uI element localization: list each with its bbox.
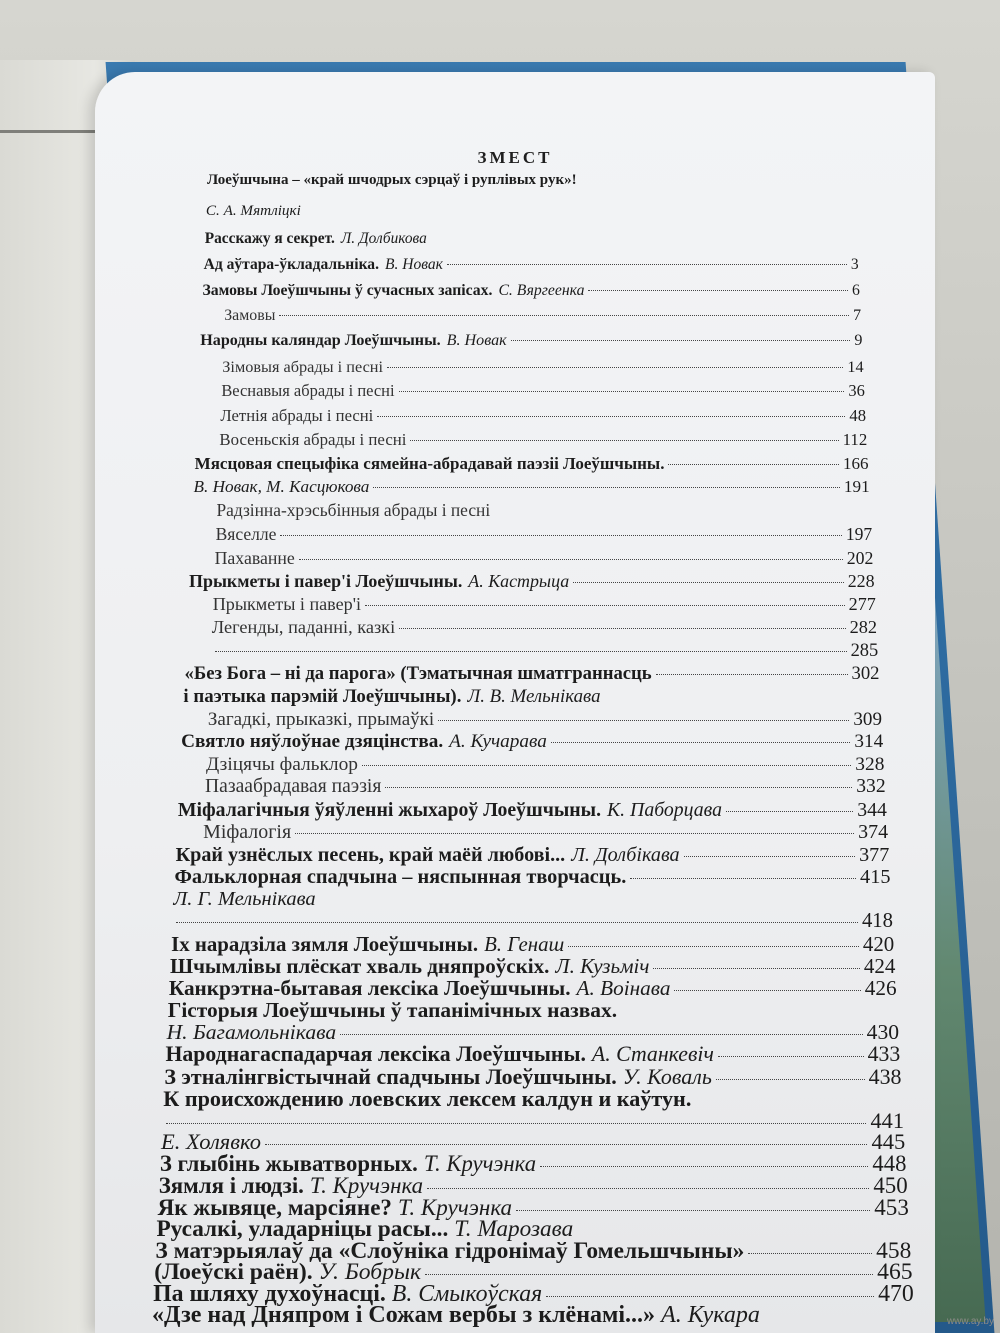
toc-entry-leader xyxy=(166,1123,866,1124)
toc-entry-leader xyxy=(340,1034,862,1035)
toc-entry-title: (Лоеўскі раён). xyxy=(154,1259,313,1286)
toc-entry-leader xyxy=(684,856,855,857)
toc-entry xyxy=(178,799,887,822)
toc-entry-title: Міфалагічныя ўяўленні жыхароў Лоеўшчыны. xyxy=(177,798,602,821)
toc-entry-page: 438 xyxy=(868,1064,902,1090)
toc-list xyxy=(95,72,935,1333)
toc-entry-author: Т. Марозава xyxy=(454,1215,574,1242)
toc-entry-title: Вяселле xyxy=(215,524,277,545)
toc-entry-page: 228 xyxy=(847,571,875,592)
toc-entry-leader xyxy=(438,720,849,721)
toc-entry-title: Летнія абрады і песні xyxy=(220,405,374,425)
toc-entry-leader xyxy=(674,990,860,991)
toc-entry-author: С. А. Мятліцкі xyxy=(205,202,301,220)
toc-entry-title: Па шляху духоўнасці. xyxy=(153,1280,386,1307)
toc-entry xyxy=(219,430,867,450)
toc-entry-leader xyxy=(540,1166,868,1167)
toc-entry xyxy=(224,307,861,325)
toc-entry-title: Прыкметы і павер'і xyxy=(212,594,362,615)
toc-entry-page: 374 xyxy=(858,821,889,844)
toc-entry xyxy=(217,501,871,521)
toc-entry-title: Легенды, паданні, казкі xyxy=(211,617,396,638)
toc-entry-leader xyxy=(280,535,841,536)
toc-entry-leader xyxy=(568,946,859,947)
toc-entry-page: 418 xyxy=(861,910,893,933)
toc-entry-title: К происхождению лоевских лексем калдун и каўтун. xyxy=(163,1085,692,1111)
toc-entry-page: 302 xyxy=(851,663,880,685)
toc-entry-leader xyxy=(516,1210,870,1211)
toc-entry-page: 465 xyxy=(877,1259,913,1286)
toc-entry xyxy=(181,731,883,753)
toc-title: ЗМЕСТ xyxy=(477,148,553,167)
toc-entry-leader xyxy=(630,878,856,879)
toc-entry-author: А. Кукара xyxy=(661,1302,760,1328)
toc-entry-page: 36 xyxy=(848,381,865,401)
toc-entry-title: «Без Бога – ні да парога» (Тэматычная шматграннасць xyxy=(184,663,652,685)
toc-entry-title: Дзіцячы фальклор xyxy=(205,753,358,775)
toc-entry-title: Іх нарадзіла зямля Лоеўшчыны. xyxy=(171,932,479,957)
toc-entry-page: 450 xyxy=(873,1172,908,1198)
toc-entry-author: С. Вяргеенка xyxy=(498,281,585,299)
toc-entry-page: 14 xyxy=(847,356,864,376)
toc-entry xyxy=(222,357,863,377)
toc-entry-author: Т. Кручэнка xyxy=(423,1151,537,1177)
toc-entry-page: 448 xyxy=(872,1151,907,1177)
toc-entry-title: «Дзе над Дняпром і Сожам вербы з клёнамі...» xyxy=(152,1302,656,1328)
toc-entry xyxy=(152,1302,915,1329)
toc-entry-title: З глыбінь жыватворных. xyxy=(159,1151,418,1177)
toc-entry xyxy=(195,454,869,474)
toc-entry-page: 377 xyxy=(859,843,890,866)
toc-entry xyxy=(221,381,864,401)
toc-entry-leader xyxy=(365,605,845,606)
toc-entry-author: В. Генаш xyxy=(484,932,565,957)
toc-entry-leader xyxy=(399,391,845,392)
toc-entry-leader xyxy=(551,742,851,743)
toc-entry-title: Як жывяце, марсіяне? xyxy=(157,1194,392,1221)
toc-entry-leader xyxy=(447,264,847,265)
toc-entry-page: 191 xyxy=(843,477,870,497)
toc-entry-title: Восеньскія абрады і песні xyxy=(219,429,407,449)
toc-entry-author: Л. Кузьміч xyxy=(555,954,650,979)
toc-entry-leader xyxy=(573,582,843,583)
toc-entry-page: 344 xyxy=(857,798,887,821)
toc-entry-title: Міфалогія xyxy=(203,821,292,844)
toc-entry xyxy=(172,910,893,933)
toc-entry xyxy=(208,709,882,731)
toc-entry xyxy=(189,571,875,592)
toc-entry xyxy=(205,776,886,798)
toc-entry-page: 48 xyxy=(849,405,867,425)
toc-entry-leader xyxy=(653,968,859,969)
toc-entry-author: А. Кастрыца xyxy=(468,571,570,592)
toc-entry-author: У. Бобрык xyxy=(318,1259,422,1286)
toc-entry-author: Л. Долбикова xyxy=(340,229,427,247)
toc-entry-leader xyxy=(716,1079,865,1080)
watermark: www.ay.by xyxy=(946,1316,994,1327)
toc-entry-leader xyxy=(546,1296,874,1297)
toc-entry-page: 112 xyxy=(842,429,868,449)
toc-entry-title: З этналінгвістычнай спадчыны Лоеўшчыны. xyxy=(164,1064,617,1090)
toc-entry-title: Канкрэтна-бытавая лексіка Лоеўшчыны. xyxy=(168,976,571,1001)
toc-entry-leader xyxy=(656,674,848,675)
toc-entry xyxy=(211,640,879,661)
toc-entry-page: 9 xyxy=(854,332,863,350)
toc-entry-page: 285 xyxy=(850,640,879,661)
toc-entry-title: Мясцовая спецыфіка сямейна-абрадавай паэзіі Лоеўшчыны. xyxy=(194,453,665,473)
toc-entry-page: 197 xyxy=(845,524,873,545)
toc-entry-page: 277 xyxy=(848,594,876,615)
toc-entry-page: 424 xyxy=(863,954,896,979)
toc-entry xyxy=(203,282,860,300)
toc-entry-author: Л. В. Мельнікава xyxy=(467,685,601,707)
toc-entry-page: 7 xyxy=(853,307,862,325)
toc-entry-author: Е. Холявко xyxy=(160,1129,261,1155)
toc-entry-leader xyxy=(385,787,852,788)
toc-entry xyxy=(176,844,890,867)
toc-entry xyxy=(206,754,884,776)
toc-entry-leader xyxy=(176,922,858,923)
toc-entry-leader xyxy=(399,628,845,629)
toc-entry-author: Л. Долбікава xyxy=(571,843,680,866)
toc-entry-author: В. Новак xyxy=(446,332,507,350)
toc-entry-title: Замовы Лоеўшчыны ў сучасных запісах. xyxy=(202,281,493,299)
toc-entry-leader xyxy=(425,1274,873,1275)
toc-entry-title: Замовы xyxy=(224,307,276,325)
toc-entry-page: 433 xyxy=(867,1042,901,1067)
toc-entry-page: 332 xyxy=(856,776,886,798)
toc-entry-title: Шчымлівы плёскат хваль дняпроўскіх. xyxy=(169,954,550,979)
toc-entry-title: Пазаабрадавая паэзія xyxy=(205,776,382,798)
toc-entry xyxy=(185,663,880,685)
toc-entry xyxy=(174,866,890,889)
toc-entry-page: 6 xyxy=(852,281,860,299)
toc-entry-page: 420 xyxy=(862,932,895,957)
toc-entry xyxy=(207,172,855,189)
toc-entry-leader xyxy=(215,651,847,652)
toc-entry xyxy=(212,617,877,638)
toc-entry-title: Лоеўшчына – «край шчодрых сэрцаў і руплівых рук»! xyxy=(207,172,577,188)
toc-entry-author: Л. Г. Мельнікава xyxy=(173,888,316,910)
toc-entry xyxy=(205,230,858,248)
toc-entry-author: В. Новак, М. Касцюкова xyxy=(193,477,370,497)
toc-entry-title: Прыкметы і павер'і Лоеўшчыны. xyxy=(189,571,463,592)
toc-entry-page: 415 xyxy=(860,865,891,888)
toc-entry-page: 426 xyxy=(864,976,897,1001)
toc-entry-author: А. Станкевіч xyxy=(591,1042,714,1067)
toc-entry-page: 309 xyxy=(853,708,882,730)
toc-entry-title: Народнагаспадарчая лексіка Лоеўшчыны. xyxy=(165,1042,586,1067)
toc-entry-leader xyxy=(748,1253,872,1254)
toc-entry-title: Веснавыя абрады і песні xyxy=(221,381,395,401)
toc-entry xyxy=(213,594,876,615)
toc-entry-page: 166 xyxy=(842,453,869,473)
toc-entry-leader xyxy=(726,811,853,812)
toc-entry-page: 314 xyxy=(854,731,884,753)
book-page xyxy=(95,72,935,1333)
toc-entry-page: 458 xyxy=(876,1237,912,1264)
toc-entry xyxy=(194,477,870,497)
toc-entry-leader xyxy=(588,290,848,291)
toc-entry-leader xyxy=(511,340,851,341)
toc-entry-title: Зімовыя абрады і песні xyxy=(222,356,384,376)
toc-entry-leader xyxy=(279,315,849,316)
toc-entry-author: А. Воінава xyxy=(576,976,671,1001)
toc-entry-page: 430 xyxy=(866,1020,900,1045)
toc-entry-author: Т. Кручэнка xyxy=(309,1172,424,1198)
toc-entry-leader xyxy=(718,1056,864,1057)
toc-entry-leader xyxy=(373,487,840,488)
toc-entry xyxy=(206,202,856,220)
toc-entry-leader xyxy=(299,559,843,560)
toc-entry-page: 282 xyxy=(849,617,878,638)
toc-entry xyxy=(200,332,862,350)
toc-entry xyxy=(204,256,859,274)
toc-entry-title: Радзінна-хрэсьбінныя абрады і песні xyxy=(216,500,491,520)
toc-entry-author: Т. Кручэнка xyxy=(397,1194,513,1221)
toc-entry-leader xyxy=(362,765,851,766)
toc-entry-author: Н. Багамольнікава xyxy=(166,1020,337,1045)
toc-entry-page: 470 xyxy=(878,1280,914,1307)
toc-entry-page: 441 xyxy=(870,1107,904,1133)
toc-entry xyxy=(183,686,880,708)
toc-entry-leader xyxy=(265,1144,867,1145)
toc-entry-leader xyxy=(410,440,838,441)
toc-entry xyxy=(216,524,873,545)
toc-entry-author: К. Паборцава xyxy=(607,798,722,821)
toc-entry-page: 453 xyxy=(874,1194,909,1221)
toc-entry-title: Фальклорная спадчына – няспынная творчасць. xyxy=(174,865,627,888)
toc-entry-title: і паэтыка парэмій Лоеўшчыны). xyxy=(183,685,462,707)
toc-entry-title: Святло няўлоўнае дзяцінства. xyxy=(181,731,444,753)
toc-entry xyxy=(173,888,891,911)
toc-entry-leader xyxy=(295,833,854,834)
toc-entry-page: 328 xyxy=(855,753,885,775)
toc-entry-page: 445 xyxy=(871,1129,906,1155)
toc-entry-leader xyxy=(377,416,845,417)
toc-entry-author: А. Кучарава xyxy=(449,731,547,753)
toc-entry-author: У. Коваль xyxy=(622,1064,712,1090)
toc-entry-leader xyxy=(387,367,843,368)
toc-entry xyxy=(215,548,874,569)
toc-entry-title: Расскажу я секрет. xyxy=(204,229,335,247)
toc-entry-title: Пахаванне xyxy=(214,547,295,568)
toc-entry-leader xyxy=(427,1188,869,1189)
toc-entry-title: Зямля і людзі. xyxy=(158,1172,304,1198)
toc-entry-author: В. Новак xyxy=(384,256,443,274)
toc-entry xyxy=(203,821,888,844)
toc-entry-title: Край узнёслых песень, край маёй любові... xyxy=(175,843,566,866)
toc-entry-page: 3 xyxy=(850,256,859,274)
toc-entry-title: Русалкі, уладарніцы расы... xyxy=(156,1215,449,1242)
toc-entry-page: 202 xyxy=(846,547,874,568)
toc-entry-title: Ад аўтара-ўкладальніка. xyxy=(203,256,379,274)
toc-entry-title: З матэрыялаў да «Слоўніка гідронімаў Гомельшчыны» xyxy=(155,1237,745,1264)
toc-entry-title: Народны каляндар Лоеўшчыны. xyxy=(200,332,441,350)
toc-entry-leader xyxy=(668,464,838,465)
toc-entry xyxy=(220,406,866,426)
toc-entry-title: Загадкі, прыказкі, прымаўкі xyxy=(207,708,435,730)
toc-entry-title: Гісторыя Лоеўшчыны ў тапанімічных назвах. xyxy=(167,998,618,1023)
toc-entry-author: В. Смыкоўская xyxy=(391,1280,543,1307)
